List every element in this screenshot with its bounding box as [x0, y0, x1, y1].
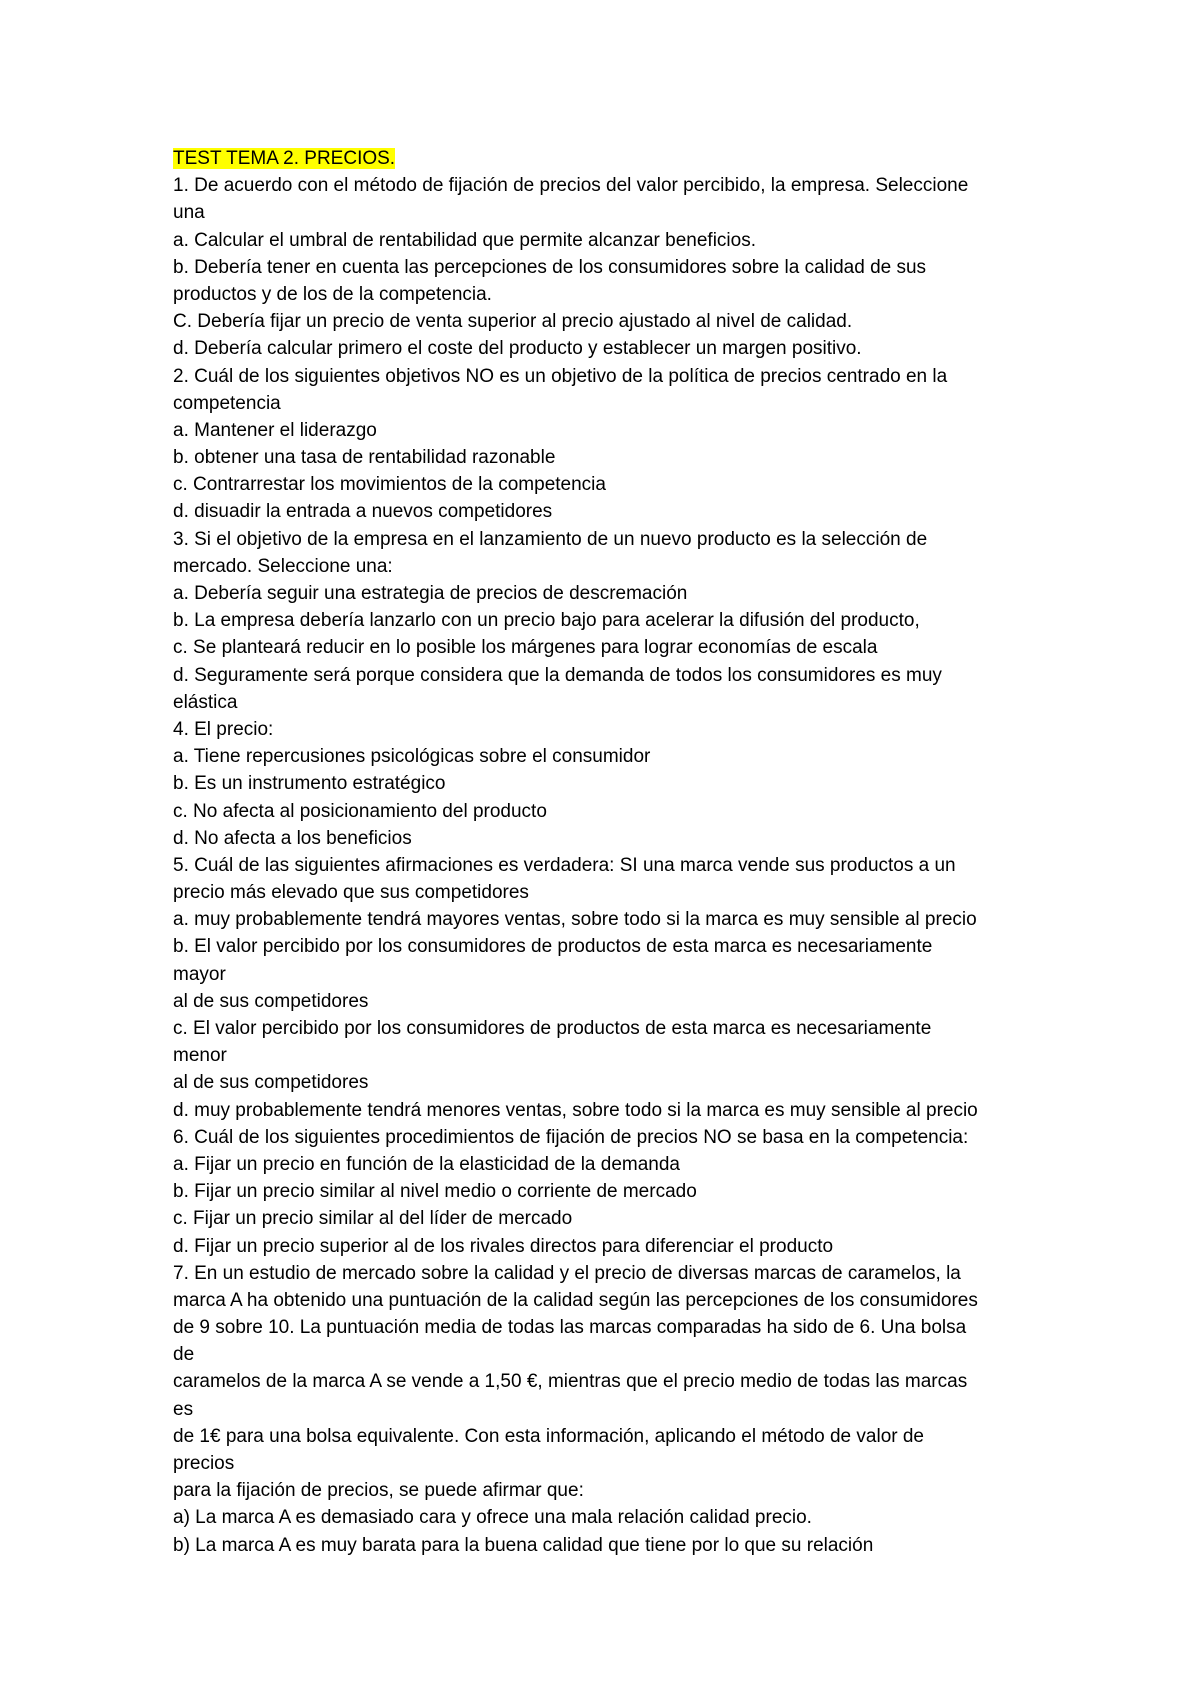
text-line: 6. Cuál de los siguientes procedimientos de fijación de precios NO se basa en la competencia: — [173, 1126, 969, 1148]
text-line: 1. De acuerdo con el método de fijación de precios del valor percibido, la empresa. Seleccione — [173, 175, 969, 197]
question-list — [173, 172, 1073, 1559]
text-line: a. Debería seguir una estrategia de precios de descremación — [173, 583, 688, 604]
text-line: precio más elevado que sus competidores — [173, 882, 529, 904]
text-line: a. muy probablemente tendrá mayores ventas, sobre todo si la marca es muy sensible al precio — [173, 909, 977, 931]
document-body — [173, 145, 1073, 1559]
text-line: d. muy probablemente tendrá menores ventas, sobre todo si la marca es muy sensible al precio — [173, 1099, 978, 1121]
text-line: de 9 sobre 10. La puntuación media de todas las marcas comparadas ha sido de 6. Una bolsa — [173, 1317, 967, 1339]
text-line: b. El valor percibido por los consumidores de productos de esta marca es necesariamente — [173, 936, 933, 958]
text-line: menor — [173, 1045, 227, 1067]
text-line: d. No afecta a los beneficios — [173, 827, 412, 849]
text-line: b. Debería tener en cuenta las percepciones de los consumidores sobre la calidad de sus — [173, 256, 927, 278]
text-line: c. El valor percibido por los consumidores de productos de esta marca es necesariamente — [173, 1018, 932, 1039]
text-line: mayor — [173, 963, 226, 985]
document-title — [173, 145, 1073, 172]
text-line: 7. En un estudio de mercado sobre la calidad y el precio de diversas marcas de caramelos, la — [173, 1262, 961, 1284]
text-line: b. La empresa debería lanzarlo con un precio bajo para acelerar la difusión del producto, — [173, 610, 920, 632]
text-line: a. Tiene repercusiones psicológicas sobre el consumidor — [173, 746, 651, 768]
text-line: marca A ha obtenido una puntuación de la calidad según las percepciones de los consumidores — [173, 1289, 978, 1311]
text-line: a. Fijar un precio en función de la elasticidad de la demanda — [173, 1153, 680, 1175]
text-line: b) La marca A es muy barata para la buena calidad que tiene por lo que su relación — [173, 1534, 874, 1556]
text-line: 4. El precio: — [173, 718, 274, 740]
text-line: a. Calcular el umbral de rentabilidad que permite alcanzar beneficios. — [173, 229, 756, 251]
text-line: c. No afecta al posicionamiento del producto — [173, 800, 547, 822]
text-line: mercado. Seleccione una: — [173, 555, 393, 577]
text-line: elástica — [173, 691, 238, 713]
text-line: b. Es un instrumento estratégico — [173, 773, 446, 795]
text-line: d. Seguramente será porque considera que la demanda de todos los consumidores es muy — [173, 664, 942, 686]
text-line: competencia — [173, 392, 281, 414]
text-line: b. Fijar un precio similar al nivel medio o corriente de mercado — [173, 1181, 697, 1203]
text-line: 3. Si el objetivo de la empresa en el lanzamiento de un nuevo producto es la selección de — [173, 528, 928, 550]
text-line: es — [173, 1398, 194, 1420]
text-line: b. obtener una tasa de rentabilidad razonable — [173, 447, 556, 469]
text-line: al de sus competidores — [173, 990, 369, 1012]
text-line: d. Debería calcular primero el coste del producto y establecer un margen positivo. — [173, 338, 862, 360]
text-line: c. Se planteará reducir en lo posible los márgenes para lograr economías de escala — [173, 637, 878, 659]
text-line: c. Fijar un precio similar al del líder de mercado — [173, 1208, 573, 1230]
text-line: precios — [173, 1453, 235, 1474]
text-line: caramelos de la marca A se vende a 1,50 €, mientras que el precio medio de todas las marcas — [173, 1371, 968, 1393]
text-line: c. Contrarrestar los movimientos de la competencia — [173, 474, 606, 496]
text-line: 5. Cuál de las siguientes afirmaciones es verdadera: SI una marca vende sus productos a un — [173, 854, 956, 876]
text-line: d. Fijar un precio superior al de los rivales directos para diferenciar el producto — [173, 1235, 834, 1257]
text-line: a. Mantener el liderazgo — [173, 419, 377, 441]
text-line: d. disuadir la entrada a nuevos competidores — [173, 501, 553, 523]
text-line: a) La marca A es demasiado cara y ofrece una mala relación calidad precio. — [173, 1507, 812, 1529]
text-line: de 1€ para una bolsa equivalente. Con esta información, aplicando el método de valor de — [173, 1425, 925, 1447]
text-line: una — [173, 202, 205, 224]
text-line: C. Debería fijar un precio de venta superior al precio ajustado al nivel de calidad. — [173, 311, 853, 333]
text-line: de — [173, 1344, 195, 1366]
text-line: al de sus competidores — [173, 1072, 369, 1094]
text-line: productos y de los de la competencia. — [173, 283, 492, 305]
text-line: para la fijación de precios, se puede afirmar que: — [173, 1480, 584, 1502]
title-highlight: TEST TEMA 2. PRECIOS. — [173, 148, 396, 169]
text-line: 2. Cuál de los siguientes objetivos NO es un objetivo de la política de precios centrado en la — [173, 365, 948, 387]
